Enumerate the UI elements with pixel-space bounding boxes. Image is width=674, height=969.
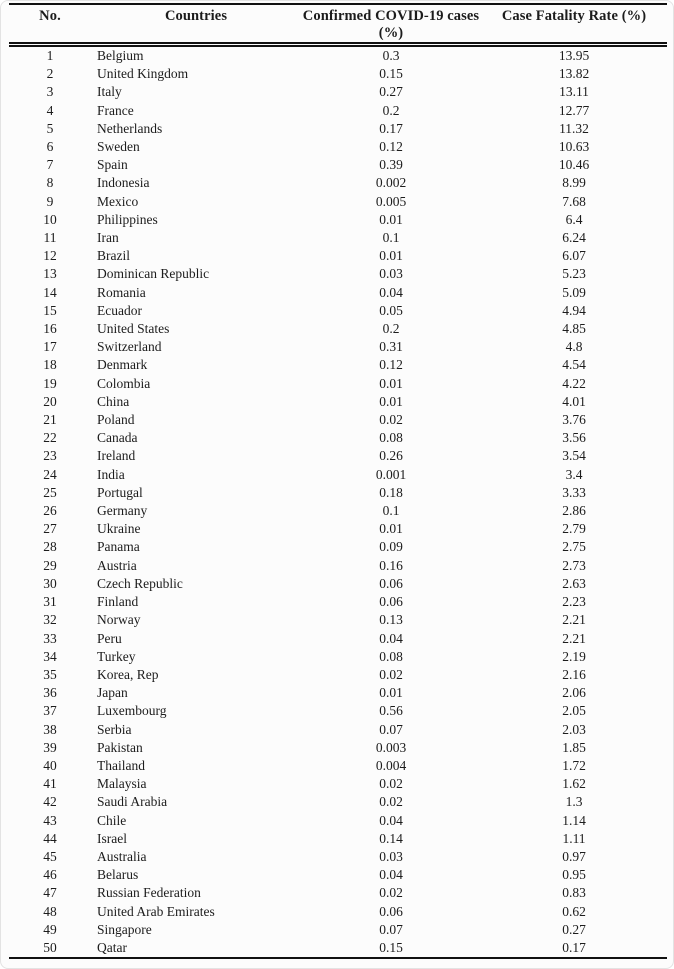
table-row — [9, 538, 667, 556]
table-row — [9, 557, 667, 575]
cell-country: Finland — [97, 594, 139, 610]
table-row — [9, 575, 667, 593]
cell-cfr: 1.62 — [562, 776, 586, 792]
cell-no: 45 — [43, 848, 57, 864]
table-row — [9, 247, 667, 265]
cell-country: Singapore — [97, 921, 152, 937]
cell-cfr: 10.63 — [558, 139, 590, 155]
cell-country: Thailand — [97, 757, 145, 773]
cell-cases: 0.3 — [382, 48, 400, 63]
cell-cases: 0.08 — [379, 648, 403, 664]
cell-cases: 0.18 — [379, 484, 403, 500]
cell-no: 30 — [43, 575, 57, 591]
cell-cfr: 2.21 — [562, 630, 586, 646]
cell-cases: 0.01 — [379, 211, 403, 227]
cell-country: Belarus — [97, 867, 139, 883]
cell-no: 5 — [46, 120, 54, 136]
cell-no: 39 — [43, 739, 57, 755]
table-body — [9, 45, 667, 959]
cell-country: Chile — [97, 812, 127, 828]
cell-country: India — [97, 466, 125, 482]
cell-cfr: 2.23 — [562, 594, 586, 610]
cell-country: Colombia — [97, 375, 151, 391]
cell-no: 8 — [46, 175, 54, 191]
table-row — [9, 866, 667, 884]
cell-cases: 0.005 — [375, 193, 407, 209]
table-row — [9, 229, 667, 247]
cell-cfr: 10.46 — [558, 157, 590, 173]
cell-cases: 0.02 — [379, 666, 403, 682]
cell-country: United Kingdom — [97, 66, 189, 82]
cell-cfr: 2.05 — [562, 703, 586, 719]
cell-no: 49 — [43, 921, 57, 937]
cell-country: Turkey — [97, 648, 136, 664]
cell-cfr: 4.01 — [562, 393, 586, 409]
cell-country: Dominican Republic — [97, 266, 210, 282]
cell-no: 18 — [43, 357, 57, 373]
cell-cases: 0.03 — [379, 848, 403, 864]
cell-cases: 0.09 — [379, 539, 403, 555]
cell-cases: 0.003 — [375, 739, 407, 755]
table-row — [9, 320, 667, 338]
cell-cases: 0.02 — [379, 794, 403, 810]
cell-no: 28 — [43, 539, 57, 555]
cell-cases: 0.01 — [379, 521, 403, 537]
table-row — [9, 356, 667, 374]
cell-cases: 0.05 — [379, 302, 403, 318]
cell-cfr: 0.83 — [562, 885, 586, 901]
cell-cfr: 2.63 — [562, 575, 586, 591]
table-row — [9, 211, 667, 229]
cell-country: Italy — [97, 84, 122, 100]
cell-cfr: 5.23 — [562, 266, 586, 282]
cell-cases: 0.02 — [379, 412, 403, 428]
cell-country: Korea, Rep — [97, 666, 159, 682]
cell-country: Sweden — [97, 139, 140, 155]
cell-country: Romania — [97, 284, 146, 300]
table-row — [9, 630, 667, 648]
cell-cfr: 2.86 — [562, 503, 586, 519]
table-row — [9, 375, 667, 393]
cell-cases: 0.01 — [379, 248, 403, 264]
cell-cases: 0.12 — [379, 139, 403, 155]
cell-country: Switzerland — [97, 339, 162, 355]
cell-cases: 0.01 — [379, 393, 403, 409]
table-row — [9, 884, 667, 902]
cell-country: Netherlands — [97, 120, 163, 136]
cell-cases: 0.15 — [379, 66, 403, 82]
cell-no: 47 — [43, 885, 57, 901]
table-row — [9, 611, 667, 629]
covid-cfr-table — [9, 3, 667, 959]
cell-no: 9 — [46, 193, 54, 209]
col-header-no: No. — [9, 4, 91, 45]
cell-no: 32 — [43, 612, 57, 628]
cell-country: Mexico — [97, 193, 139, 209]
cell-cfr: 13.82 — [558, 66, 590, 82]
cell-cfr: 0.95 — [562, 867, 586, 883]
cell-cases: 0.04 — [379, 812, 403, 828]
table-row — [9, 666, 667, 684]
cell-cfr: 12.77 — [558, 102, 590, 118]
table-row — [9, 721, 667, 739]
cell-no: 2 — [46, 66, 54, 82]
cell-country: Serbia — [97, 721, 132, 737]
cell-cfr: 0.62 — [562, 903, 586, 919]
cell-cases: 0.06 — [379, 575, 403, 591]
cell-cfr: 6.24 — [562, 230, 586, 246]
cell-no: 22 — [43, 430, 57, 446]
table-row — [9, 45, 667, 66]
table-row — [9, 466, 667, 484]
cell-cases: 0.02 — [379, 776, 403, 792]
cell-cases: 0.15 — [379, 939, 403, 955]
cell-cfr: 1.72 — [562, 757, 586, 773]
cell-no: 12 — [43, 248, 57, 264]
table-row — [9, 429, 667, 447]
cell-no: 43 — [43, 812, 57, 828]
cell-cfr: 4.54 — [562, 357, 586, 373]
cell-cases: 0.001 — [375, 466, 407, 482]
cell-cfr: 0.97 — [562, 848, 586, 864]
cell-cfr: 3.76 — [562, 412, 586, 428]
cell-country: Japan — [97, 685, 128, 701]
cell-cfr: 3.33 — [562, 484, 586, 500]
cell-no: 44 — [43, 830, 57, 846]
cell-cases: 0.14 — [379, 830, 403, 846]
cell-no: 6 — [46, 139, 54, 155]
cell-no: 17 — [43, 339, 57, 355]
cell-cases: 0.13 — [379, 612, 403, 628]
cell-cases: 0.04 — [379, 630, 403, 646]
cell-no: 10 — [43, 211, 57, 227]
cell-country: Pakistan — [97, 739, 143, 755]
table-row — [9, 793, 667, 811]
cell-cases: 0.08 — [379, 430, 403, 446]
cell-country: Norway — [97, 612, 141, 628]
cell-cases: 0.31 — [379, 339, 403, 355]
table-row — [9, 648, 667, 666]
cell-country: Luxembourg — [97, 703, 167, 719]
cell-no: 26 — [43, 503, 57, 519]
cell-cfr: 13.95 — [558, 48, 590, 63]
cell-no: 21 — [43, 412, 57, 428]
table-row — [9, 830, 667, 848]
cell-cases: 0.1 — [382, 503, 400, 519]
cell-country: Denmark — [97, 357, 148, 373]
header-row — [9, 4, 667, 45]
cell-country: Portugal — [97, 484, 143, 500]
cell-no: 15 — [43, 302, 57, 318]
cell-no: 1 — [46, 48, 54, 63]
table-row — [9, 520, 667, 538]
cell-no: 36 — [43, 685, 57, 701]
cell-country: Malaysia — [97, 776, 147, 792]
cell-no: 19 — [43, 375, 57, 391]
cell-cfr: 3.56 — [562, 430, 586, 446]
cell-country: United States — [97, 321, 170, 337]
cell-country: Saudi Arabia — [97, 794, 168, 810]
table-row — [9, 702, 667, 720]
cell-cases: 0.17 — [379, 120, 403, 136]
cell-country: Qatar — [97, 939, 127, 955]
cell-country: Germany — [97, 503, 148, 519]
table-row — [9, 120, 667, 138]
table-row — [9, 739, 667, 757]
cell-country: Philippines — [97, 211, 158, 227]
cell-cfr: 4.94 — [562, 302, 586, 318]
cell-cases: 0.01 — [379, 685, 403, 701]
cell-country: Panama — [97, 539, 140, 555]
cell-no: 40 — [43, 757, 57, 773]
cell-cases: 0.27 — [379, 84, 403, 100]
cell-no: 33 — [43, 630, 57, 646]
table-header — [9, 4, 667, 45]
cell-no: 35 — [43, 666, 57, 682]
cell-no: 27 — [43, 521, 57, 537]
cell-no: 3 — [46, 84, 54, 100]
cell-cfr: 2.79 — [562, 521, 586, 537]
cell-cases: 0.03 — [379, 266, 403, 282]
table-row — [9, 447, 667, 465]
cell-no: 16 — [43, 321, 57, 337]
table-row — [9, 393, 667, 411]
cell-cases: 0.07 — [379, 721, 403, 737]
cell-country: Ukraine — [97, 521, 141, 537]
table-row — [9, 302, 667, 320]
cell-country: Russian Federation — [97, 885, 201, 901]
cell-country: Israel — [97, 830, 127, 846]
cell-no: 50 — [43, 939, 57, 955]
cell-cases: 0.56 — [379, 703, 403, 719]
table-row — [9, 903, 667, 921]
cell-cfr: 3.54 — [562, 448, 586, 464]
cell-cases: 0.2 — [382, 102, 400, 118]
cell-cfr: 0.17 — [562, 939, 586, 955]
cell-no: 13 — [43, 266, 57, 282]
table-row — [9, 411, 667, 429]
cell-no: 48 — [43, 903, 57, 919]
table-row — [9, 502, 667, 520]
cell-country: Brazil — [97, 248, 130, 264]
cell-no: 23 — [43, 448, 57, 464]
cell-no: 37 — [43, 703, 57, 719]
cell-country: Ecuador — [97, 302, 142, 318]
table-row — [9, 593, 667, 611]
table-row — [9, 484, 667, 502]
table-row — [9, 174, 667, 192]
table-row — [9, 848, 667, 866]
cell-cases: 0.004 — [375, 757, 407, 773]
table-row — [9, 939, 667, 958]
cell-cases: 0.02 — [379, 885, 403, 901]
table-row — [9, 102, 667, 120]
cell-no: 29 — [43, 557, 57, 573]
table-row — [9, 156, 667, 174]
cell-cfr: 6.4 — [565, 211, 583, 227]
cell-no: 34 — [43, 648, 57, 664]
table-row — [9, 83, 667, 101]
cell-cfr: 2.19 — [562, 648, 586, 664]
cell-country: Austria — [97, 557, 137, 573]
table-row — [9, 338, 667, 356]
cell-cfr: 2.73 — [562, 557, 586, 573]
cell-cfr: 4.8 — [565, 339, 583, 355]
cell-no: 4 — [46, 102, 54, 118]
cell-cases: 0.06 — [379, 903, 403, 919]
cell-no: 41 — [43, 776, 57, 792]
cell-no: 24 — [43, 466, 57, 482]
cell-cfr: 4.85 — [562, 321, 586, 337]
cell-cfr: 2.75 — [562, 539, 586, 555]
table-row — [9, 921, 667, 939]
cell-no: 31 — [43, 594, 57, 610]
cell-country: Indonesia — [97, 175, 150, 191]
cell-cases: 0.01 — [379, 375, 403, 391]
cell-country: Czech Republic — [97, 575, 183, 591]
table-row — [9, 193, 667, 211]
cell-country: Iran — [97, 230, 119, 246]
cell-cfr: 8.99 — [562, 175, 586, 191]
col-header-cases: Confirmed COVID-19 cases (%) — [301, 4, 481, 45]
cell-cfr: 1.3 — [565, 794, 583, 810]
table-row — [9, 775, 667, 793]
table-row — [9, 138, 667, 156]
cell-country: Australia — [97, 848, 147, 864]
table-row — [9, 684, 667, 702]
cell-cases: 0.04 — [379, 284, 403, 300]
cell-cfr: 2.16 — [562, 666, 586, 682]
cell-cases: 0.2 — [382, 321, 400, 337]
cell-cfr: 7.68 — [562, 193, 586, 209]
cell-cfr: 1.14 — [562, 812, 586, 828]
cell-no: 46 — [43, 867, 57, 883]
cell-country: Ireland — [97, 448, 136, 464]
cell-cases: 0.12 — [379, 357, 403, 373]
cell-country: Poland — [97, 412, 135, 428]
cell-cases: 0.39 — [379, 157, 403, 173]
cell-country: France — [97, 102, 134, 118]
cell-cfr: 11.32 — [559, 120, 589, 136]
cell-no: 14 — [43, 284, 57, 300]
cell-cfr: 1.85 — [562, 739, 586, 755]
cell-cfr: 13.11 — [559, 84, 589, 100]
cell-cfr: 0.27 — [562, 921, 586, 937]
cell-country: China — [97, 393, 130, 409]
cell-cfr: 4.22 — [562, 375, 586, 391]
cell-cases: 0.26 — [379, 448, 403, 464]
cell-cfr: 5.09 — [562, 284, 586, 300]
cell-cases: 0.002 — [375, 175, 407, 191]
cell-country: Canada — [97, 430, 138, 446]
cell-country: United Arab Emirates — [97, 903, 215, 919]
cell-cases: 0.06 — [379, 594, 403, 610]
cell-cfr: 2.03 — [562, 721, 586, 737]
cell-cfr: 2.21 — [562, 612, 586, 628]
cell-cases: 0.04 — [379, 867, 403, 883]
cell-cfr: 2.06 — [562, 685, 586, 701]
cell-no: 42 — [43, 794, 57, 810]
cell-cases: 0.16 — [379, 557, 403, 573]
cell-cfr: 3.4 — [565, 466, 583, 482]
table-row — [9, 265, 667, 283]
cell-no: 11 — [43, 230, 57, 246]
cell-cfr: 1.11 — [562, 830, 586, 846]
table-row — [9, 284, 667, 302]
table-row — [9, 65, 667, 83]
table-row — [9, 812, 667, 830]
col-header-cfr: Case Fatality Rate (%) — [481, 4, 667, 45]
cell-country: Peru — [97, 630, 122, 646]
table-row — [9, 757, 667, 775]
cell-cfr: 6.07 — [562, 248, 586, 264]
cell-no: 25 — [43, 484, 57, 500]
cell-no: 20 — [43, 393, 57, 409]
cell-no: 7 — [46, 157, 54, 173]
cell-country: Spain — [97, 157, 128, 173]
col-header-country: Countries — [91, 4, 301, 45]
cell-cases: 0.1 — [382, 230, 400, 246]
cell-country: Belgium — [97, 48, 144, 63]
cell-cases: 0.07 — [379, 921, 403, 937]
cell-no: 38 — [43, 721, 57, 737]
